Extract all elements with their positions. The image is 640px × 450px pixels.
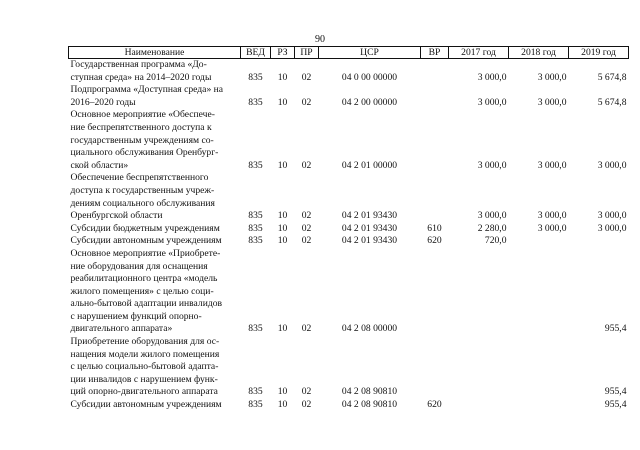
- pr-cell: 02: [301, 96, 312, 108]
- csr-cell: 04 2 08 90810: [341, 386, 398, 398]
- name-cell: [69, 399, 241, 412]
- value-2019-cell: 3 000,0: [597, 210, 627, 222]
- vr-cell: [421, 109, 449, 172]
- table-row: [69, 235, 629, 248]
- value-2018-cell: [509, 248, 569, 336]
- pr-cell: 02: [301, 399, 312, 411]
- name-cell: [69, 172, 241, 222]
- value-2017-cell: 3 000,0: [477, 71, 507, 83]
- name-cell: [69, 223, 241, 236]
- table-row: [69, 172, 629, 222]
- column-header-ved: ВЕД: [241, 47, 271, 59]
- column-header-2019: 2019 год: [569, 47, 629, 59]
- name-line: Субсидии бюджетным учреждениям: [70, 222, 220, 234]
- csr-cell: 04 2 01 93430: [341, 235, 398, 247]
- name-line: Субсидии автономным учреждениям: [70, 235, 222, 247]
- ved-cell: 835: [248, 399, 263, 411]
- value-2019-cell: [569, 235, 629, 248]
- name-line: Основное мероприятие «Приобрете-: [70, 247, 221, 259]
- rz-cell: 10: [277, 96, 288, 108]
- table-row: [69, 248, 629, 336]
- table-header-row: [69, 47, 629, 59]
- value-2019-cell: 955,4: [604, 386, 627, 398]
- value-2017-cell: [449, 336, 509, 399]
- pr-cell: 02: [301, 222, 312, 234]
- ved-cell: 835: [248, 210, 263, 222]
- value-2018-cell: 3 000,0: [537, 159, 567, 171]
- ved-cell: 835: [248, 386, 263, 398]
- name-line: ние оборудования для оснащения: [70, 260, 208, 272]
- name-cell: [69, 84, 241, 109]
- pr-cell: 02: [301, 159, 312, 171]
- csr-cell: 04 0 00 00000: [341, 71, 398, 83]
- vr-cell: [421, 59, 449, 85]
- value-2019-cell: 3 000,0: [597, 159, 627, 171]
- name-line: реабилитационного центра «модель: [70, 273, 218, 285]
- name-line: ций опорно-двигательного аппарата: [70, 386, 218, 398]
- page-number: 90: [315, 34, 325, 45]
- pr-cell: 02: [301, 323, 312, 335]
- vr-cell: [421, 84, 449, 109]
- table-row: [69, 336, 629, 399]
- name-line: Обеспечение беспрепятственного: [70, 172, 209, 184]
- name-line: Основное мероприятие «Обеспече-: [70, 109, 215, 121]
- csr-cell: 04 2 08 00000: [341, 323, 398, 335]
- rz-cell: 10: [277, 235, 288, 247]
- name-line: доступа к государственным учреж-: [70, 184, 215, 196]
- name-line: двигательного аппарата»: [70, 323, 173, 335]
- table-body: [69, 59, 629, 412]
- column-header-2017: 2017 год: [449, 47, 509, 59]
- pr-cell: 02: [301, 386, 312, 398]
- name-line: ние беспрепятственного доступа к: [70, 121, 212, 133]
- column-header-rz: РЗ: [271, 47, 295, 59]
- value-2017-cell: 3 000,0: [477, 210, 507, 222]
- value-2018-cell: 3 000,0: [537, 96, 567, 108]
- name-cell: [69, 59, 241, 85]
- rz-cell: 10: [277, 159, 288, 171]
- vr-cell: 610: [427, 222, 442, 234]
- pr-cell: 02: [301, 235, 312, 247]
- table-row: [69, 223, 629, 236]
- value-2019-cell: 3 000,0: [597, 222, 627, 234]
- rz-cell: 10: [277, 71, 288, 83]
- value-2019-cell: 5 674,8: [597, 71, 627, 83]
- column-header-pr: ПР: [295, 47, 319, 59]
- name-line: 2016–2020 годы: [70, 96, 136, 108]
- rz-cell: 10: [277, 210, 288, 222]
- vr-cell: 620: [427, 399, 442, 411]
- table-row: [69, 59, 629, 85]
- value-2017-cell: 720,0: [484, 235, 507, 247]
- name-cell: [69, 109, 241, 172]
- name-line: ально-бытовой адаптации инвалидов: [70, 298, 223, 310]
- table-row: [69, 109, 629, 172]
- pr-cell: 02: [301, 210, 312, 222]
- rz-cell: 10: [277, 399, 288, 411]
- table-row: [69, 84, 629, 109]
- value-2018-cell: [509, 336, 569, 399]
- value-2019-cell: 955,4: [604, 323, 627, 335]
- ved-cell: 835: [248, 222, 263, 234]
- value-2018-cell: 3 000,0: [537, 210, 567, 222]
- value-2019-cell: 955,4: [604, 399, 627, 411]
- ved-cell: 835: [248, 71, 263, 83]
- value-2018-cell: 3 000,0: [537, 222, 567, 234]
- value-2019-cell: 5 674,8: [597, 96, 627, 108]
- csr-cell: 04 2 01 93430: [341, 210, 398, 222]
- name-line: нащения модели жилого помещения: [70, 348, 220, 360]
- value-2018-cell: 3 000,0: [537, 71, 567, 83]
- rz-cell: 10: [277, 323, 288, 335]
- name-line: дениям социального обслуживания: [70, 197, 215, 209]
- name-line: ступная среда» на 2014–2020 годы: [70, 71, 212, 83]
- value-2017-cell: 3 000,0: [477, 159, 507, 171]
- ved-cell: 835: [248, 96, 263, 108]
- name-cell: [69, 235, 241, 248]
- name-line: Государственная программа «До-: [70, 59, 207, 70]
- vr-cell: [421, 336, 449, 399]
- name-line: с нарушением функций опорно-: [70, 310, 202, 322]
- name-line: циального обслуживания Оренбург-: [70, 147, 219, 159]
- csr-cell: 04 2 01 93430: [341, 222, 398, 234]
- table-row: [69, 399, 629, 412]
- name-line: Оренбургской области: [70, 210, 163, 222]
- name-line: ции инвалидов с нарушением функ-: [70, 373, 218, 385]
- name-line: Субсидии автономным учреждениям: [70, 399, 222, 411]
- vr-cell: [421, 172, 449, 222]
- vr-cell: 620: [427, 235, 442, 247]
- pr-cell: 02: [301, 71, 312, 83]
- rz-cell: 10: [277, 386, 288, 398]
- name-line: с целью социально-бытовой адапта-: [70, 361, 219, 373]
- name-line: Подпрограмма «Доступная среда» на: [70, 84, 224, 96]
- ved-cell: 835: [248, 235, 263, 247]
- ved-cell: 835: [248, 323, 263, 335]
- name-line: государственным учреждениям со-: [70, 134, 214, 146]
- value-2018-cell: [509, 399, 569, 412]
- vr-cell: [421, 248, 449, 336]
- column-header-vr: ВР: [421, 47, 449, 59]
- name-cell: [69, 336, 241, 399]
- name-line: ской области»: [70, 159, 129, 171]
- name-cell: [69, 248, 241, 336]
- budget-table: [68, 46, 629, 412]
- csr-cell: 04 2 00 00000: [341, 96, 398, 108]
- name-line: Приобретение оборудования для ос-: [70, 336, 220, 348]
- ved-cell: 835: [248, 159, 263, 171]
- value-2017-cell: [449, 399, 509, 412]
- value-2017-cell: 2 280,0: [477, 222, 507, 234]
- column-header-name: Наименование: [69, 47, 241, 59]
- value-2018-cell: [509, 235, 569, 248]
- value-2017-cell: [449, 248, 509, 336]
- csr-cell: 04 2 01 00000: [341, 159, 398, 171]
- column-header-2018: 2018 год: [509, 47, 569, 59]
- name-line: жилого помещения» с целью соци-: [70, 285, 214, 297]
- value-2017-cell: 3 000,0: [477, 96, 507, 108]
- column-header-csr: ЦСР: [319, 47, 421, 59]
- rz-cell: 10: [277, 222, 288, 234]
- csr-cell: 04 2 08 90810: [341, 399, 398, 411]
